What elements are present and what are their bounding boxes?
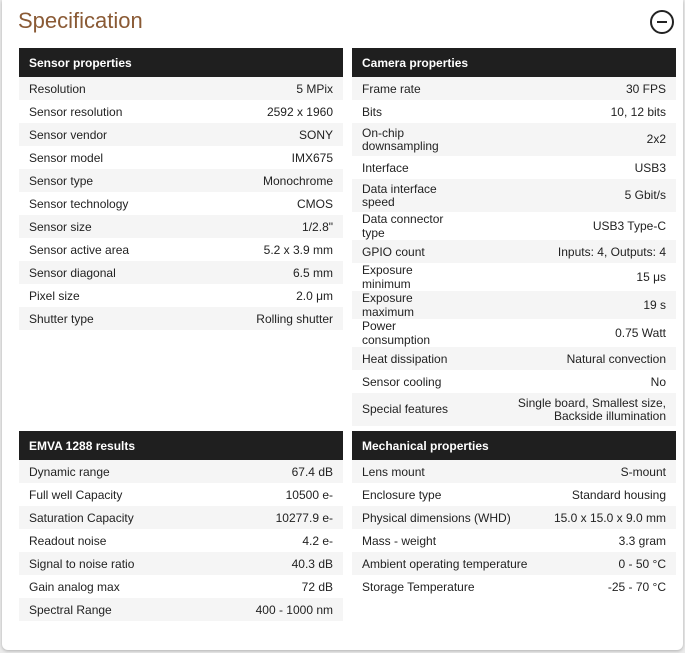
row-label: Data interface speed [352,179,471,212]
row-label: Full well Capacity [19,483,201,506]
row-label: Sensor size [19,215,198,238]
camera-properties-table [352,48,676,426]
row-value: 15 μs [471,263,676,291]
row-value: IMX675 [198,146,343,169]
row-value: Inputs: 4, Outputs: 4 [471,240,676,263]
row-value: 5 Gbit/s [471,179,676,212]
table-row [352,291,676,319]
row-value: Single board, Smallest size, Backside illumination [471,393,676,426]
table-row [352,370,676,393]
row-label: Storage Temperature [352,575,541,598]
section-title: Specification [18,8,143,33]
emva-results-table [19,431,343,621]
table-row [352,483,676,506]
row-value: CMOS [198,192,343,215]
row-label: Spectral Range [19,598,201,621]
row-label: Power consumption [352,319,471,347]
row-value: 5 MPix [198,77,343,100]
row-value: 2592 x 1960 [198,100,343,123]
row-value: 0 - 50 °C [541,552,676,575]
table-row [19,261,343,284]
table-row [19,146,343,169]
row-value: Rolling shutter [198,307,343,330]
table-row [352,347,676,370]
table-row [352,212,676,240]
row-label: Exposure maximum [352,291,471,319]
table-row [19,483,343,506]
row-label: Sensor type [19,169,198,192]
row-value: 19 s [471,291,676,319]
table-row [19,552,343,575]
table-row [19,575,343,598]
row-value: 3.3 gram [541,529,676,552]
table-row [352,319,676,347]
table-row [352,575,676,598]
table-row [352,100,676,123]
row-label: Mass - weight [352,529,541,552]
table-row [19,307,343,330]
row-value: 2x2 [471,123,676,156]
table-row [19,284,343,307]
row-label: Data connector type [352,212,471,240]
row-value: No [471,370,676,393]
row-value: 2.0 μm [198,284,343,307]
row-label: Dynamic range [19,460,201,483]
row-label: Frame rate [352,77,471,100]
row-label: Sensor active area [19,238,198,261]
row-value: 10, 12 bits [471,100,676,123]
collapse-icon[interactable] [650,10,674,34]
table-row [19,506,343,529]
table-row [19,598,343,621]
row-value: -25 - 70 °C [541,575,676,598]
table-header: EMVA 1288 results [19,431,343,460]
row-value: 6.5 mm [198,261,343,284]
row-value: USB3 [471,156,676,179]
sensor-properties-table [19,48,343,330]
row-label: Bits [352,100,471,123]
row-label: GPIO count [352,240,471,263]
table-row [352,506,676,529]
table-row [19,123,343,146]
row-label: Lens mount [352,460,541,483]
table-row [19,238,343,261]
row-label: Physical dimensions (WHD) [352,506,541,529]
row-label: Special features [352,393,471,426]
row-label: Shutter type [19,307,198,330]
row-value: S-mount [541,460,676,483]
table-header: Camera properties [352,48,676,77]
table-row [352,393,676,426]
row-label: Pixel size [19,284,198,307]
table-row [352,156,676,179]
table-row [19,169,343,192]
row-label: Exposure minimum [352,263,471,291]
table-row [352,123,676,156]
table-row [352,263,676,291]
row-label: Gain analog max [19,575,201,598]
row-label: On-chip downsampling [352,123,471,156]
table-row [19,529,343,552]
row-value: SONY [198,123,343,146]
row-label: Sensor vendor [19,123,198,146]
row-value: Standard housing [541,483,676,506]
table-row [19,460,343,483]
row-label: Sensor technology [19,192,198,215]
row-label: Sensor resolution [19,100,198,123]
row-value: 1/2.8" [198,215,343,238]
table-row [352,460,676,483]
row-label: Saturation Capacity [19,506,201,529]
row-label: Sensor diagonal [19,261,198,284]
table-row [352,240,676,263]
row-value: USB3 Type-C [471,212,676,240]
table-row [352,552,676,575]
table-row [19,100,343,123]
row-value: 4.2 e- [201,529,343,552]
table-header: Sensor properties [19,48,343,77]
row-label: Ambient operating temperature [352,552,541,575]
row-value: 5.2 x 3.9 mm [198,238,343,261]
row-label: Resolution [19,77,198,100]
row-value: 0.75 Watt [471,319,676,347]
table-header: Mechanical properties [352,431,676,460]
row-value: 15.0 x 15.0 x 9.0 mm [541,506,676,529]
table-row [19,215,343,238]
table-row [19,192,343,215]
row-label: Sensor model [19,146,198,169]
row-value: 30 FPS [471,77,676,100]
table-row [19,77,343,100]
row-label: Enclosure type [352,483,541,506]
table-row [352,179,676,212]
row-label: Interface [352,156,471,179]
row-value: 10500 e- [201,483,343,506]
row-value: 10277.9 e- [201,506,343,529]
row-value: Natural convection [471,347,676,370]
row-value: 72 dB [201,575,343,598]
mechanical-properties-table [352,431,676,598]
table-row [352,529,676,552]
row-value: 40.3 dB [201,552,343,575]
row-value: 67.4 dB [201,460,343,483]
specification-panel [2,0,683,650]
row-label: Heat dissipation [352,347,471,370]
row-label: Signal to noise ratio [19,552,201,575]
table-row [352,77,676,100]
row-value: Monochrome [198,169,343,192]
row-label: Readout noise [19,529,201,552]
row-value: 400 - 1000 nm [201,598,343,621]
row-label: Sensor cooling [352,370,471,393]
